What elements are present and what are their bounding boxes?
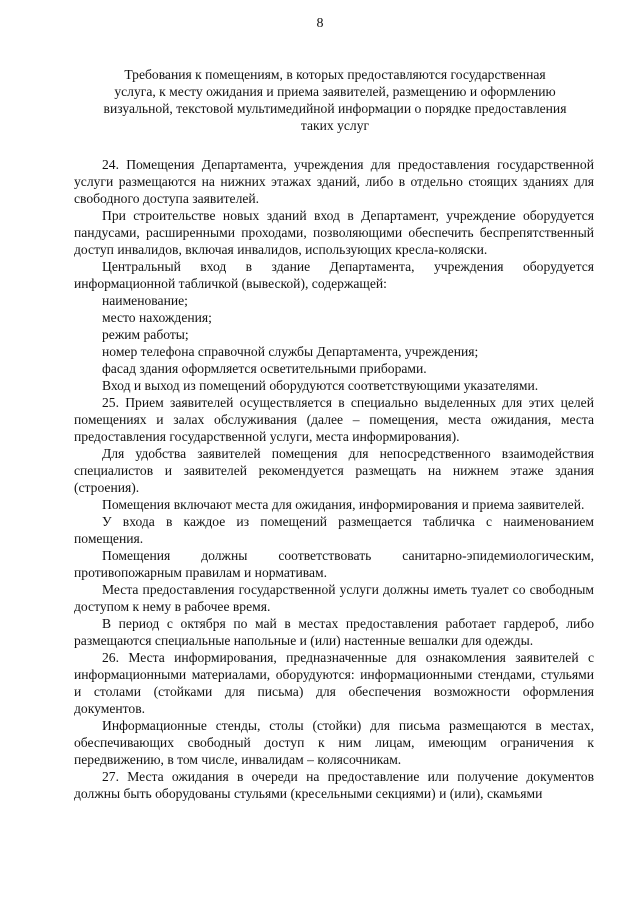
paragraph: При строительстве новых зданий вход в Департамент, учреждение оборудуется пандусами, расширенными проходами, позволяющими обеспечить беспрепятственный доступ инвалидов, включая инвалидов, использующих кресла-коляски. [74,208,594,257]
section-heading [95,66,575,134]
paragraph: Помещения должны соответствовать санитарно-эпидемиологическим, противопожарным правилам и нормативам. [74,548,594,580]
page-number: 8 [316,16,324,31]
list-item: место нахождения; [102,310,212,325]
paragraph: Центральный вход в здание Департамента, учреждения оборудуется информационной табличкой (вывеской), содержащей: [74,259,594,291]
heading-line: услуга, к месту ожидания и приема заявителей, размещению и оформлению [114,84,556,99]
list-item: наименование; [102,293,188,308]
paragraph: В период с октября по май в местах предоставления работает гардероб, либо размещаются специальные напольные и (или) настенные вешалки для одежды. [74,616,594,648]
list-item: режим работы; [102,327,189,342]
paragraph: 27. Места ожидания в очереди на предоставление или получение документов должны быть оборудованы стульями (кресельными секциями) и (или), скамьями [74,769,594,801]
heading-line: таких услуг [300,118,370,133]
paragraph: Места предоставления государственной услуги должны иметь туалет со свободным доступом к нему в рабочее время. [74,582,594,614]
paragraph: Вход и выход из помещений оборудуются соответствующими указателями. [102,378,539,393]
list-item: фасад здания оформляется осветительными приборами. [102,361,427,376]
paragraph: Для удобства заявителей помещения для непосредственного взаимодействия специалистов и заявителей рекомендуется размещать на нижнем этаже здания (строения). [74,446,594,495]
paragraph: 24. Помещения Департамента, учреждения для предоставления государственной услуги размещаются на нижних этажах зданий, либо в отдельно стоящих зданиях для свободного доступа заявителей. [74,157,594,206]
paragraph: Информационные стенды, столы (стойки) для письма размещаются в местах, обеспечивающих свободный доступ к ним лицам, имеющим ограничения к передвижению, в том числе, инвалидам – колясочникам. [74,718,594,767]
document-body [74,156,594,802]
paragraph: 25. Прием заявителей осуществляется в специально выделенных для этих целей помещениях и залах обслуживания (далее – помещения, места ожидания, места предоставления государственной услуги, места информирования). [74,395,594,444]
paragraph: 26. Места информирования, предназначенные для ознакомления заявителей с информационными материалами, оборудуются: информационными стендами, стульями и столами (стойками для письма) для обеспечения возможности оформления документов. [74,650,594,716]
list-item: номер телефона справочной службы Департамента, учреждения; [102,344,479,359]
heading-line: визуальной, текстовой мультимедийной информации о порядке предоставления [103,101,567,116]
heading-line: Требования к помещениям, в которых предоставляются государственная [124,67,546,82]
paragraph: У входа в каждое из помещений размещается табличка с наименованием помещения. [74,514,594,546]
paragraph: Помещения включают места для ожидания, информирования и приема заявителей. [102,497,585,512]
